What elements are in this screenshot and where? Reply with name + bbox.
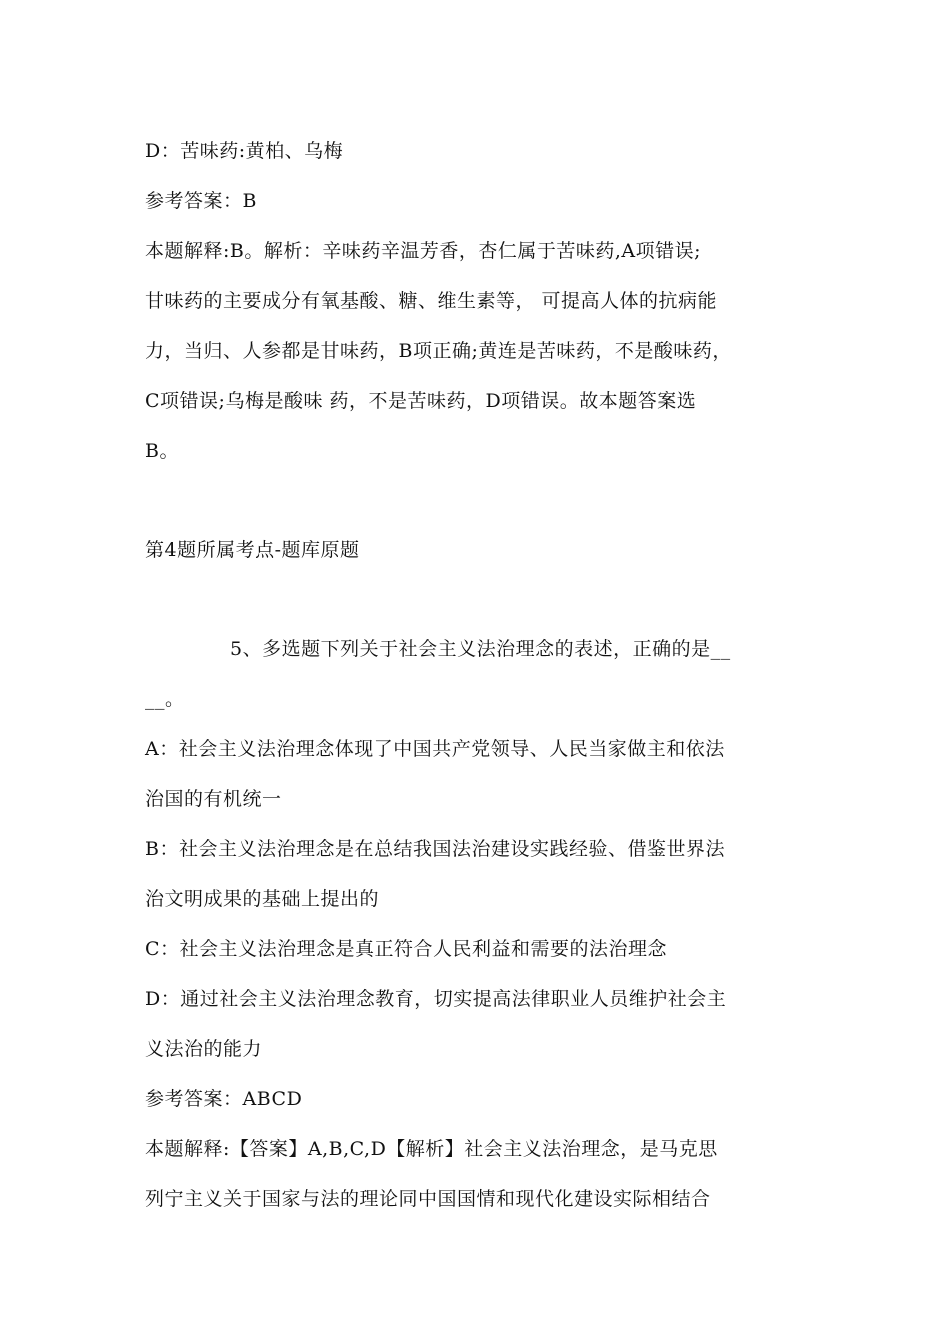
q5-option-d: D：通过社会主义法治理念教育，切实提高法律职业人员维护社会主 — [145, 988, 727, 1010]
q4-explanation-line: B。 — [145, 440, 179, 462]
q5-option-a-continued: 治国的有机统一 — [145, 788, 282, 810]
q4-explanation-line: 甘味药的主要成分有氧基酸、糖、维生素等， 可提高人体的抗病能 — [145, 290, 718, 312]
q5-option-b-continued: 治文明成果的基础上提出的 — [145, 888, 380, 910]
q5-stem: 5、多选题下列关于社会主义法治理念的表述，正确的是__ — [230, 638, 731, 660]
q5-option-b: B：社会主义法治理念是在总结我国法治建设实践经验、借鉴世界法 — [145, 838, 725, 860]
q5-stem-continued: __。 — [145, 688, 185, 710]
q4-explanation-line: C项错误;乌梅是酸味 药，不是苦味药，D项错误。故本题答案选 — [145, 390, 697, 412]
q5-option-a: A：社会主义法治理念体现了中国共产党领导、人民当家做主和依法 — [145, 738, 725, 760]
q4-category: 第4题所属考点-题库原题 — [145, 539, 360, 561]
q4-answer: 参考答案：B — [145, 190, 257, 212]
q4-explanation-line: 力，当归、人参都是甘味药，B项正确;黄连是苦味药，不是酸味药， — [145, 340, 732, 362]
q5-explanation-line: 列宁主义关于国家与法的理论同中国国情和现代化建设实际相结合 — [145, 1188, 711, 1210]
q5-option-c: C：社会主义法治理念是真正符合人民利益和需要的法治理念 — [145, 938, 668, 960]
q5-explanation-line: 本题解释:【答案】A,B,C,D【解析】社会主义法治理念，是马克思 — [145, 1138, 718, 1160]
q5-option-d-continued: 义法治的能力 — [145, 1038, 263, 1060]
q4-explanation-line: 本题解释:B。解析：辛味药辛温芳香，杏仁属于苦味药,A项错误; — [145, 240, 702, 262]
q5-answer: 参考答案：ABCD — [145, 1088, 303, 1110]
q4-option-d: D：苦味药:黄柏、乌梅 — [145, 140, 344, 162]
